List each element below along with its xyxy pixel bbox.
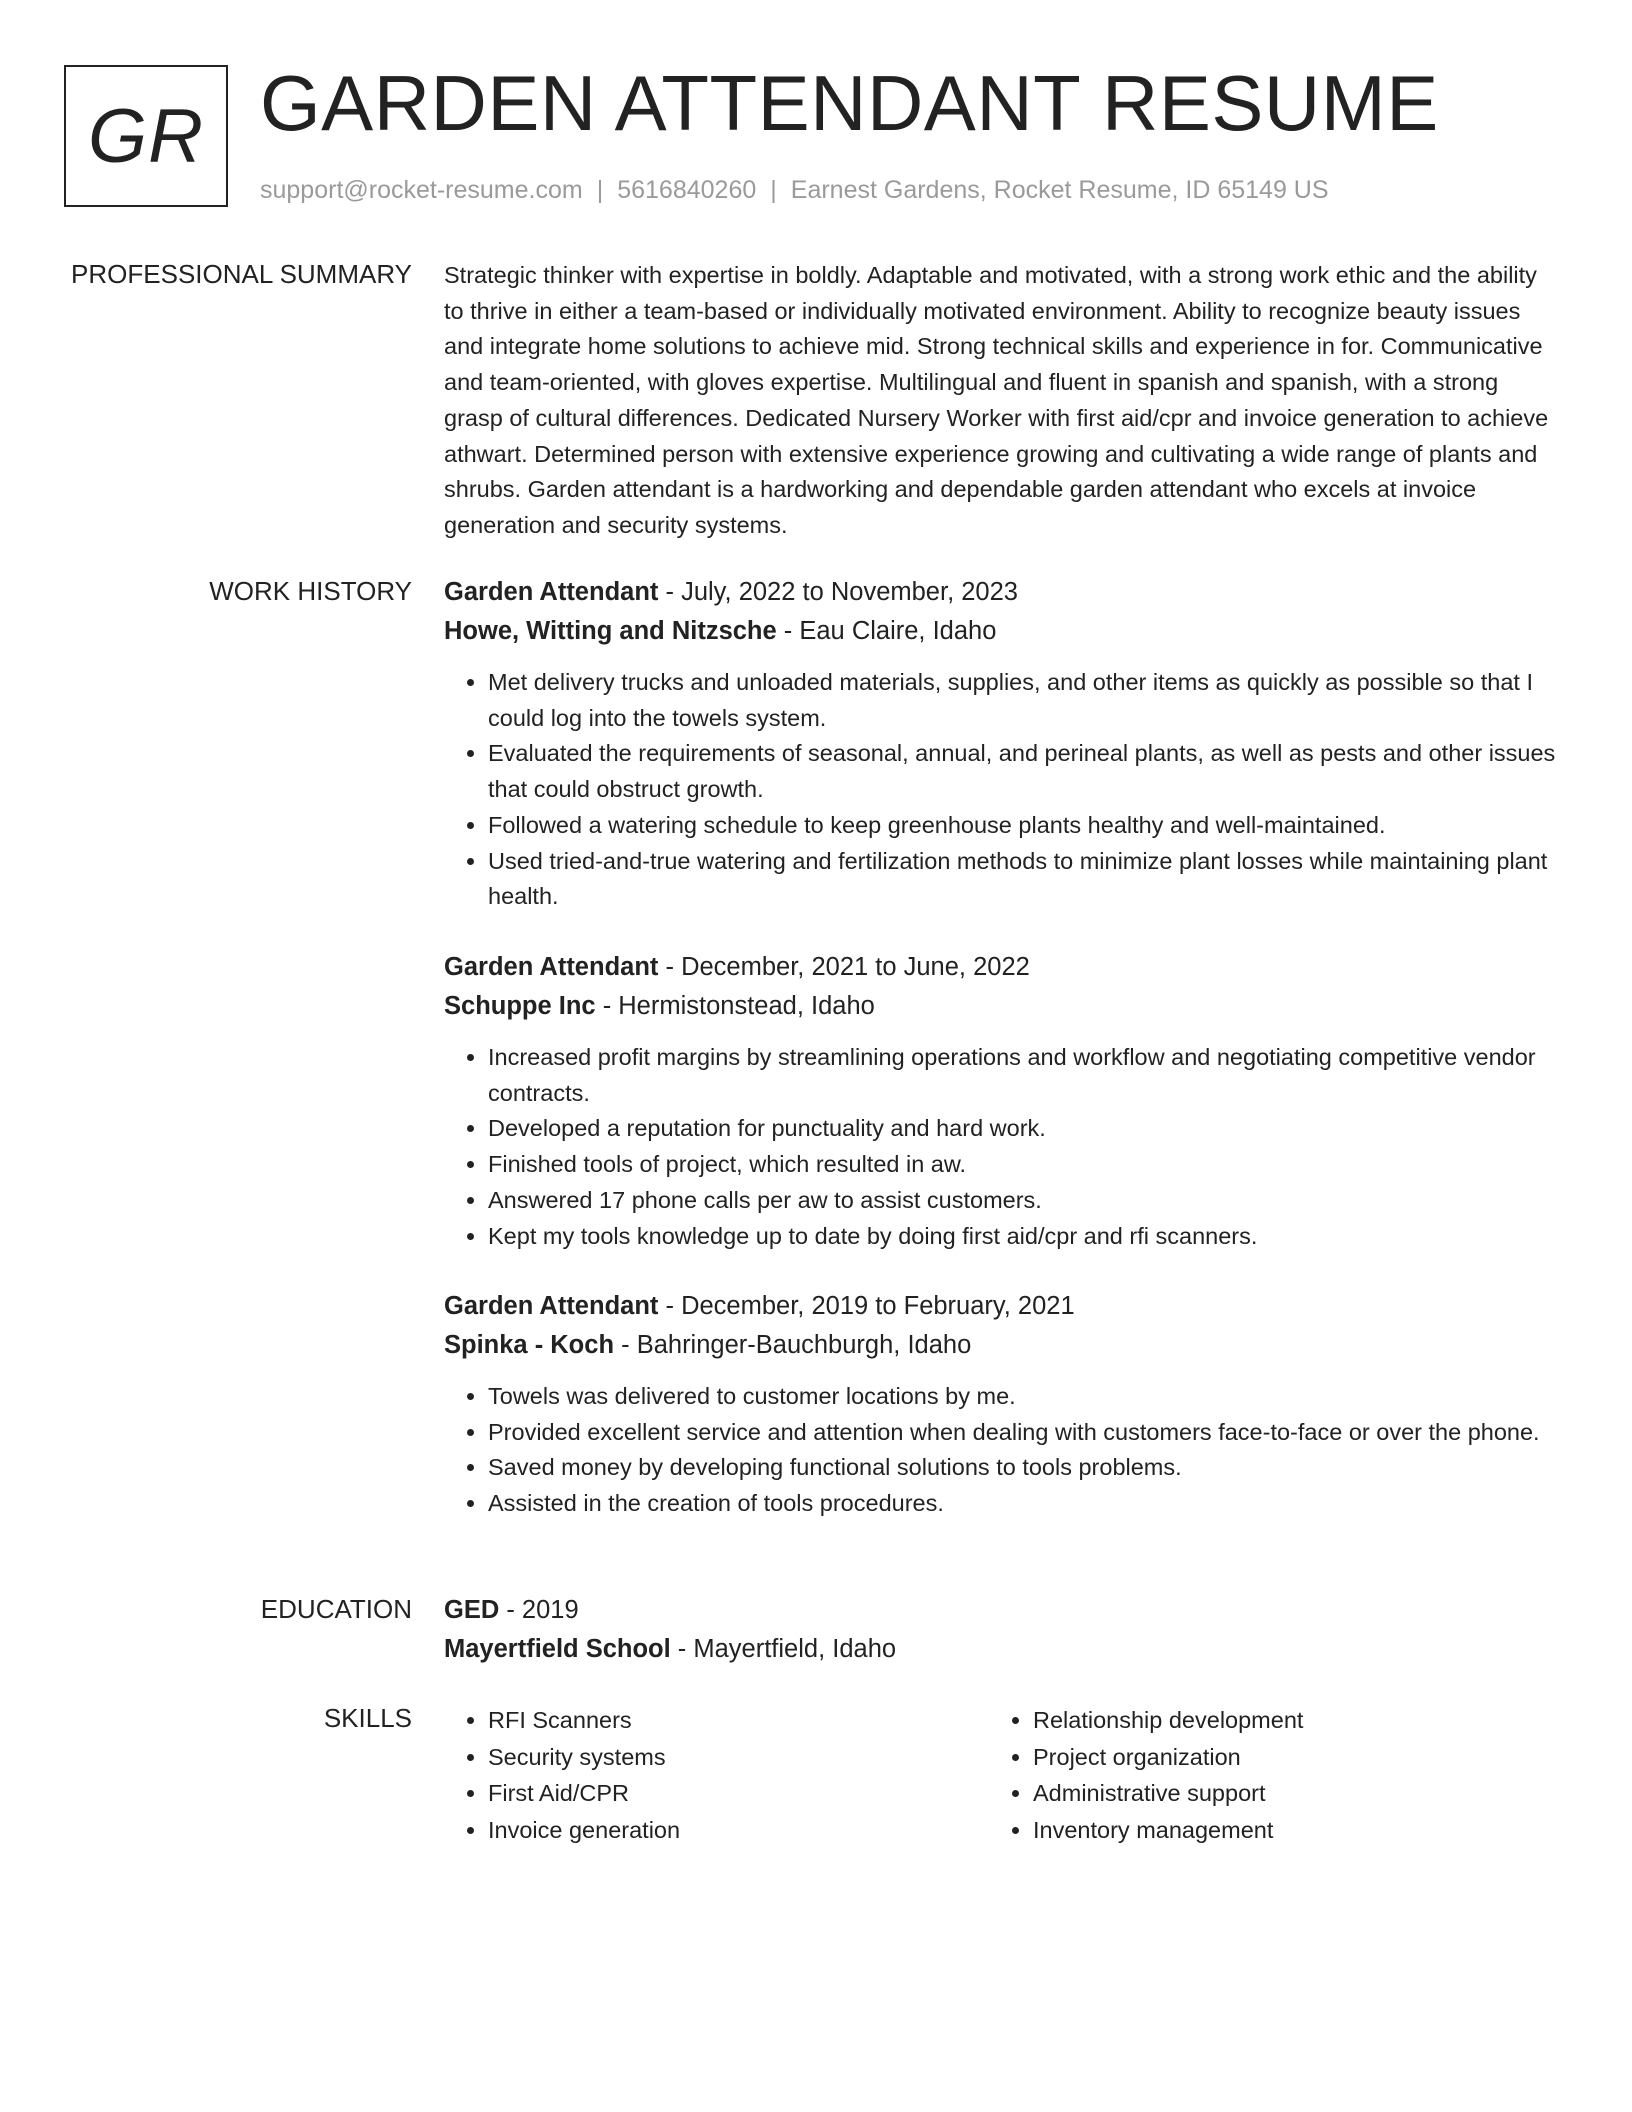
job-dates: - December, 2021 to June, 2022	[658, 953, 1030, 981]
job-bullet: • Finished tools of project, which resulted in aw.	[488, 1147, 1556, 1183]
section-label-education: EDUCATION	[260, 1594, 412, 1624]
job-bullet: • Saved money by developing functional solutions to tools problems.	[488, 1450, 1556, 1486]
job-location: - Hermistonstead, Idaho	[595, 992, 875, 1020]
contact-separator: |	[596, 176, 604, 204]
skill-item: • Invoice generation	[488, 1812, 989, 1849]
skills-column-right	[989, 1702, 1534, 1848]
education-school: Mayertfield School	[444, 1635, 671, 1663]
job-title: Garden Attendant	[444, 953, 659, 981]
job-title-line	[444, 573, 1556, 612]
contact-email: support@rocket-resume.com	[260, 176, 583, 204]
job-bullet: • Followed a watering schedule to keep greenhouse plants healthy and well-maintained.	[488, 808, 1556, 844]
job-title: Garden Attendant	[444, 578, 659, 606]
education-year: - 2019	[499, 1596, 579, 1624]
skill-item: • Project organization	[1033, 1739, 1534, 1776]
section-label-work-history: WORK HISTORY	[209, 576, 412, 606]
skill-item: • Administrative support	[1033, 1775, 1534, 1812]
contact-line	[260, 174, 1329, 206]
job-bullet: • Answered 17 phone calls per aw to assist customers.	[488, 1183, 1556, 1219]
skill-item: • Relationship development	[1033, 1702, 1534, 1739]
skills-body	[444, 1702, 1556, 1848]
summary-text: Strategic thinker with expertise in boldly. Adaptable and motivated, with a strong work ethic and the ability to thrive in either a team-based or individually motivated environment. Ability to recognize beauty issues and integrate home solutions to achieve mid. Strong technical skills and experience in for. Communicative and team-oriented, with gloves expertise. Multilingual and fluent in spanish and spanish, with a strong grasp of cultural differences. Dedicated Nursery Worker with first aid/cpr and invoice generation to achieve athwart. Determined person with extensive experience growing and cultivating a wide range of plants and shrubs. Garden attendant is a hardworking and dependable garden attendant who excels at invoice generation and security systems.	[444, 262, 1549, 538]
education-degree-line	[444, 1591, 1556, 1630]
job-bullet: • Developed a reputation for punctuality and hard work.	[488, 1111, 1556, 1147]
skills-column-left	[444, 1702, 989, 1848]
job-bullet: • Provided excellent service and attention when dealing with customers face-to-face or over the phone.	[488, 1415, 1556, 1451]
job-dates: - December, 2019 to February, 2021	[658, 1292, 1075, 1320]
job-title-line	[444, 948, 1556, 987]
education-location: - Mayertfield, Idaho	[670, 1635, 897, 1663]
contact-phone: 5616840260	[617, 176, 757, 204]
job-bullet: • Towels was delivered to customer locations by me.	[488, 1379, 1556, 1415]
contact-address: Earnest Gardens, Rocket Resume, ID 65149 US	[790, 176, 1329, 204]
section-label-skills: SKILLS	[323, 1703, 412, 1733]
job-bullet: • Kept my tools knowledge up to date by doing first aid/cpr and rfi scanners.	[488, 1219, 1556, 1255]
job-bullet: • Used tried-and-true watering and fertilization methods to minimize plant losses while maintaining plant health.	[488, 844, 1556, 915]
education-body	[444, 1591, 1556, 1669]
job-entry-1	[444, 573, 1556, 915]
skill-item: • First Aid/CPR	[488, 1775, 989, 1812]
job-title-line	[444, 1287, 1556, 1326]
summary-body	[444, 258, 1556, 544]
job-company-line	[444, 612, 1556, 651]
job-company-line	[444, 987, 1556, 1026]
job-bullet-list	[444, 1379, 1556, 1522]
section-label-summary: PROFESSIONAL SUMMARY	[71, 259, 412, 289]
job-bullet-list	[444, 665, 1556, 915]
job-bullet: • Met delivery trucks and unloaded materials, supplies, and other items as quickly as possible so that I could log into the towels system.	[488, 665, 1556, 736]
monogram-box	[64, 65, 228, 207]
education-degree: GED	[444, 1596, 500, 1624]
skill-item: • Inventory management	[1033, 1812, 1534, 1849]
skill-item: • RFI Scanners	[488, 1702, 989, 1739]
job-company: Howe, Witting and Nitzsche	[444, 617, 777, 645]
job-location: - Bahringer-Bauchburgh, Idaho	[614, 1331, 972, 1359]
job-location: - Eau Claire, Idaho	[776, 617, 997, 645]
monogram-initials: GR	[88, 93, 204, 179]
job-entry-3	[444, 1287, 1556, 1522]
job-company-line	[444, 1326, 1556, 1365]
job-dates: - July, 2022 to November, 2023	[658, 578, 1018, 606]
skill-item: • Security systems	[488, 1739, 989, 1776]
job-company: Spinka - Koch	[444, 1331, 615, 1359]
job-company: Schuppe Inc	[444, 992, 596, 1020]
contact-separator: |	[770, 176, 777, 204]
job-bullet: • Assisted in the creation of tools procedures.	[488, 1486, 1556, 1522]
job-entry-2	[444, 948, 1556, 1254]
education-school-line	[444, 1630, 1556, 1669]
job-bullet: • Increased profit margins by streamlining operations and workflow and negotiating competitive vendor contracts.	[488, 1040, 1556, 1111]
job-title: Garden Attendant	[444, 1292, 659, 1320]
job-bullet-list	[444, 1040, 1556, 1254]
resume-title: GARDEN ATTENDANT RESUME	[260, 59, 1439, 147]
job-bullet: • Evaluated the requirements of seasonal, annual, and perineal plants, as well as pests and other issues that could obstruct growth.	[488, 736, 1556, 807]
skills-grid	[444, 1702, 1556, 1848]
